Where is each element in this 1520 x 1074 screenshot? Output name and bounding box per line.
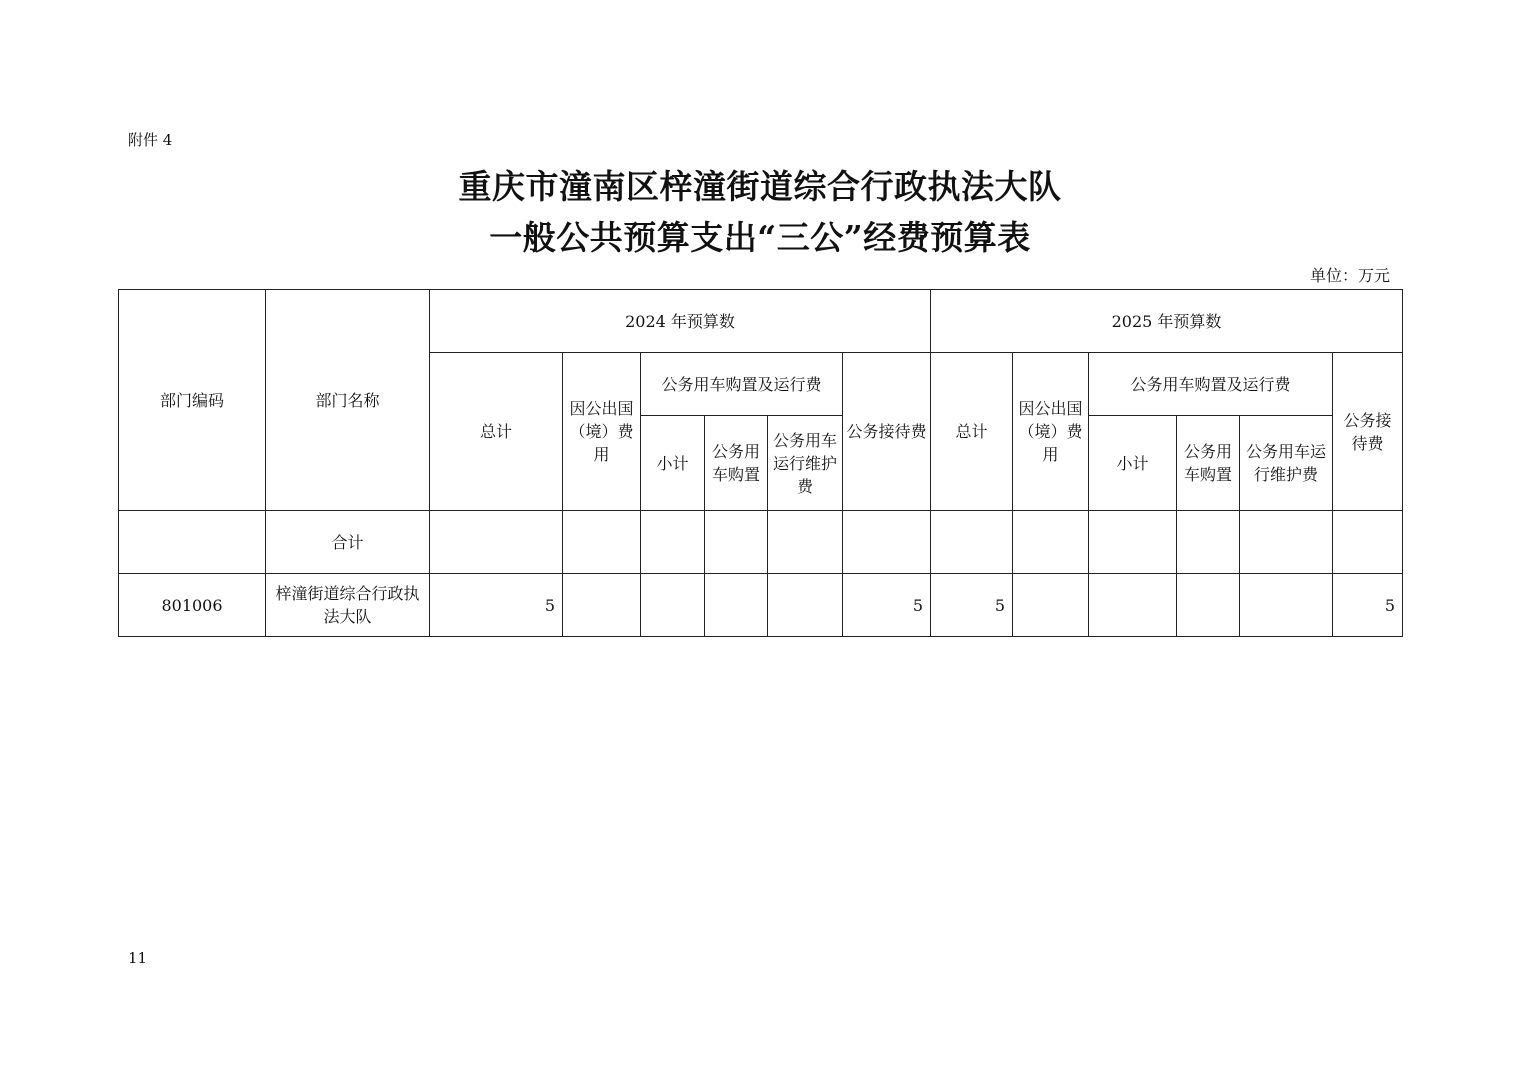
table-row-total (119, 511, 1403, 574)
header-2025-vehicle-maint: 公务用车运行维护费 (1240, 416, 1333, 511)
header-2024-vehicle-group: 公务用车购置及运行费 (641, 353, 843, 416)
header-row-years (119, 290, 1403, 353)
cell-2024-purchase (705, 511, 768, 574)
page-title-line-2: 一般公共预算支出“三公”经费预算表 (489, 218, 1031, 257)
cell-2025-reception (1333, 511, 1403, 574)
page-number: 11 (128, 949, 148, 967)
row-code (119, 511, 266, 574)
cell-2025-total: 5 (931, 574, 1013, 637)
attachment-label: 附件 4 (128, 131, 173, 149)
cell-2024-abroad (563, 511, 641, 574)
cell-2025-reception: 5 (1333, 574, 1403, 637)
header-2024-total: 总计 (430, 353, 563, 511)
cell-2024-maint (768, 574, 843, 637)
cell-2024-subtotal (641, 511, 705, 574)
header-2025-vehicle-purchase: 公务用车购置 (1177, 416, 1240, 511)
header-year-2025: 2025 年预算数 (931, 290, 1403, 353)
cell-2025-purchase (1177, 511, 1240, 574)
cell-2025-purchase (1177, 574, 1240, 637)
header-dept-name: 部门名称 (266, 290, 430, 511)
header-2025-abroad: 因公出国（境）费用 (1013, 353, 1089, 511)
budget-table (118, 289, 1403, 637)
table-row-department (119, 574, 1403, 637)
cell-2024-subtotal (641, 574, 705, 637)
header-2024-vehicle-purchase: 公务用车购置 (705, 416, 768, 511)
cell-2025-abroad (1013, 574, 1089, 637)
header-2024-vehicle-maint: 公务用车运行维护费 (768, 416, 843, 511)
header-year-2024: 2024 年预算数 (430, 290, 931, 353)
header-2025-vehicle-group: 公务用车购置及运行费 (1089, 353, 1333, 416)
cell-2025-maint (1240, 511, 1333, 574)
cell-2024-abroad (563, 574, 641, 637)
header-2024-subtotal: 小计 (641, 416, 705, 511)
page-title-line-1: 重庆市潼南区梓潼街道综合行政执法大队 (458, 167, 1062, 206)
cell-2024-total (430, 511, 563, 574)
cell-2024-reception (843, 511, 931, 574)
cell-2024-purchase (705, 574, 768, 637)
header-dept-code: 部门编码 (119, 290, 266, 511)
row-name: 合计 (266, 511, 430, 574)
row-name: 梓潼街道综合行政执法大队 (266, 574, 430, 637)
cell-2024-reception: 5 (843, 574, 931, 637)
header-2025-subtotal: 小计 (1089, 416, 1177, 511)
header-2025-reception: 公务接待费 (1333, 353, 1403, 511)
header-2025-total: 总计 (931, 353, 1013, 511)
unit-label: 单位：万元 (1309, 266, 1390, 285)
cell-2025-maint (1240, 574, 1333, 637)
header-2024-reception: 公务接待费 (843, 353, 931, 511)
cell-2025-subtotal (1089, 511, 1177, 574)
header-2024-abroad: 因公出国（境）费用 (563, 353, 641, 511)
cell-2025-subtotal (1089, 574, 1177, 637)
row-code: 801006 (119, 574, 266, 637)
cell-2025-abroad (1013, 511, 1089, 574)
cell-2024-maint (768, 511, 843, 574)
cell-2024-total: 5 (430, 574, 563, 637)
cell-2025-total (931, 511, 1013, 574)
